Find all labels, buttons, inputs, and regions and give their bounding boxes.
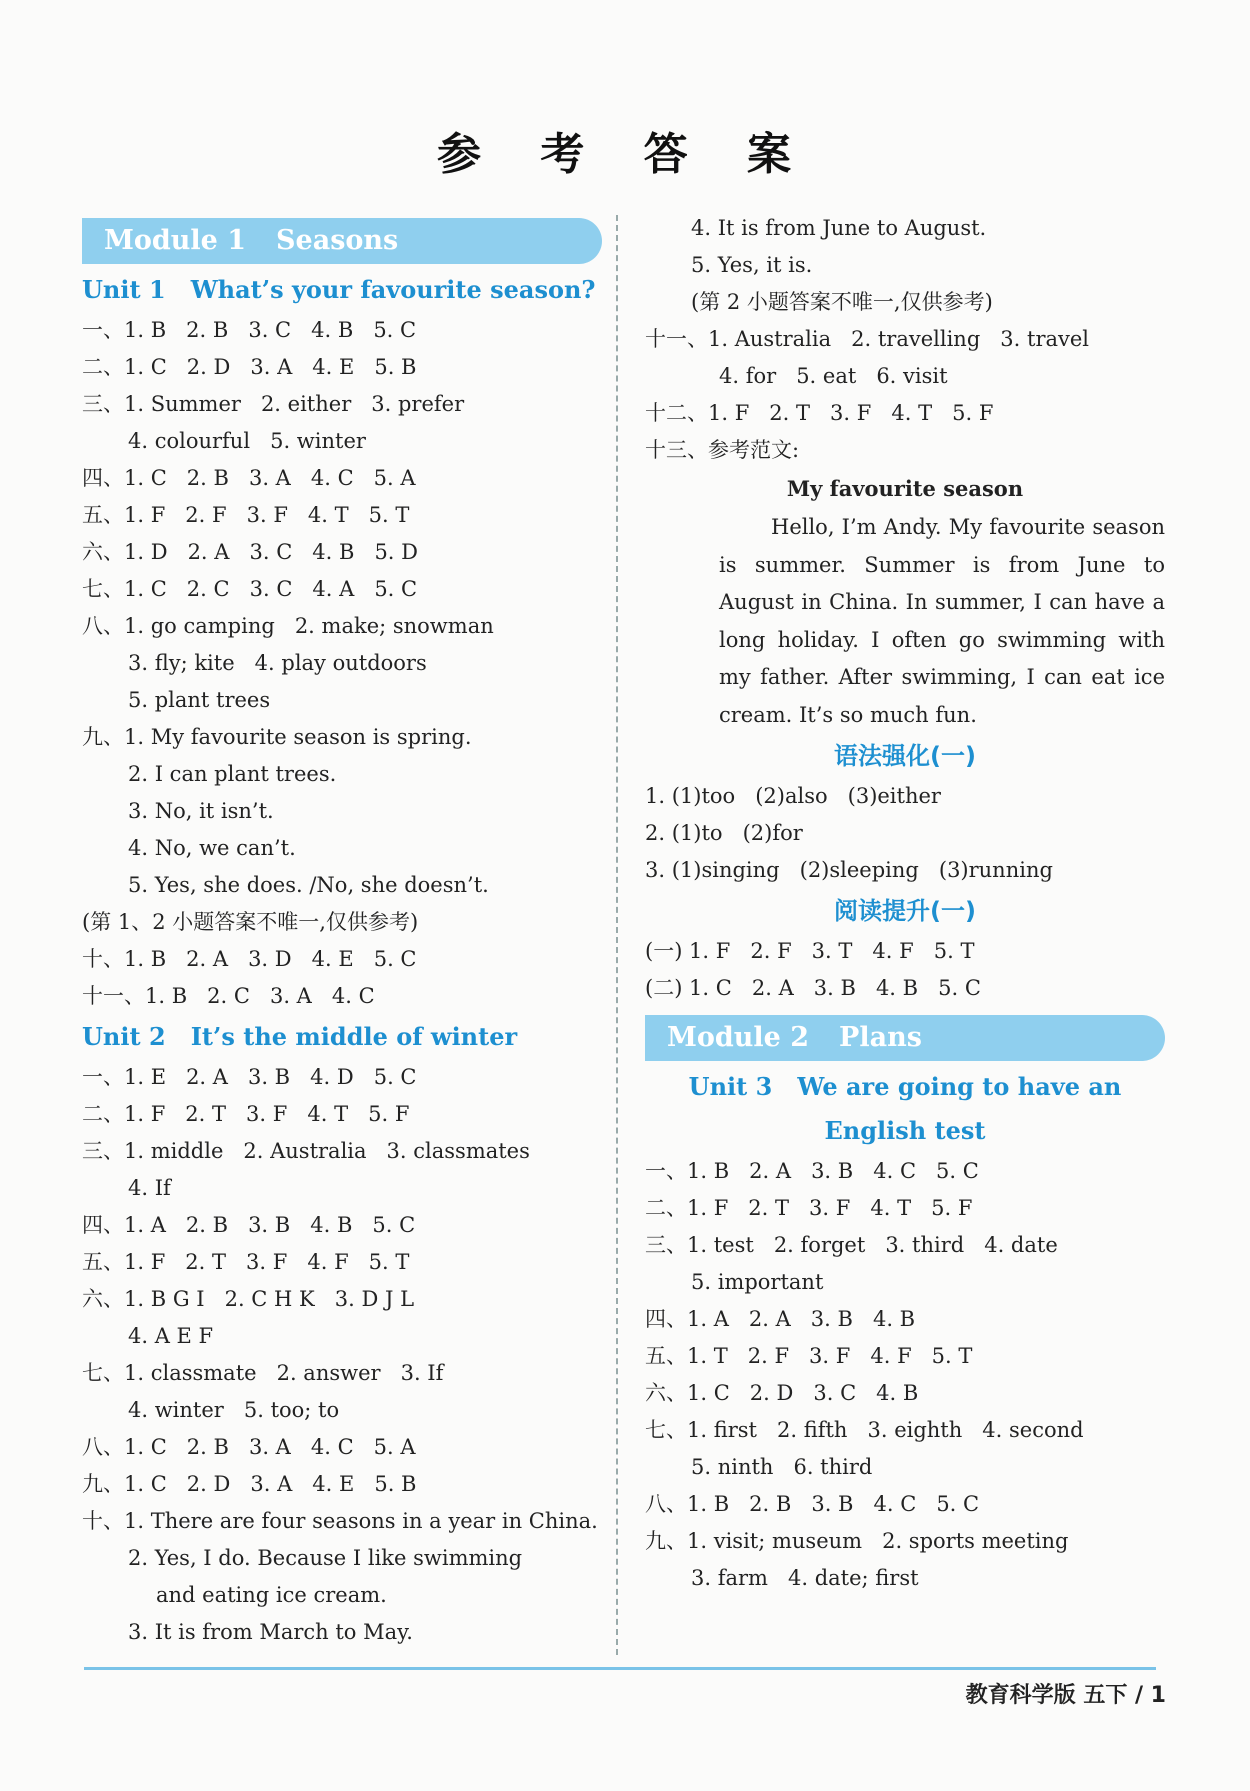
answer-row: 4. No, we can’t.: [128, 836, 296, 860]
answer-row: 三、1. Summer 2. either 3. prefer: [82, 392, 465, 416]
answer-row: 十一、1. Australia 2. travelling 3. travel: [645, 327, 1090, 351]
answer-row: 4. If: [128, 1176, 171, 1200]
answer-row: 九、1. C 2. D 3. A 4. E 5. B: [82, 1472, 417, 1496]
column-divider: [616, 215, 618, 1655]
essay-text: Hello, I’m Andy. My favourite season is summer. Summer is from June to August in China. In summer, I can have a long holiday. I often go swimming with my father. After swimming, I can eat ice cream. It’s so much fun.: [719, 515, 1165, 727]
module-number: Module 1: [104, 225, 247, 256]
answer-row: 3. (1)singing (2)sleeping (3)running: [645, 858, 1053, 882]
answer-row: 八、1. go camping 2. make; snowman: [82, 614, 494, 638]
answer-row: 五、1. F 2. F 3. F 4. T 5. T: [82, 503, 410, 527]
answer-row: 六、1. D 2. A 3. C 4. B 5. D: [82, 540, 418, 564]
answer-row: (第 1、2 小题答案不唯一,仅供参考): [82, 910, 419, 934]
answer-row: (一) 1. F 2. F 3. T 4. F 5. T: [645, 939, 975, 963]
answer-row: 四、1. A 2. A 3. B 4. B: [645, 1307, 916, 1331]
answer-row: 四、1. A 2. B 3. B 4. B 5. C: [82, 1213, 416, 1237]
answer-row: and eating ice cream.: [156, 1583, 387, 1607]
answer-row: (二) 1. C 2. A 3. B 4. B 5. C: [645, 976, 981, 1000]
answer-row: 2. I can plant trees.: [128, 762, 337, 786]
section-title: 语法强化(一): [834, 742, 976, 770]
answer-row: 八、1. B 2. B 3. B 4. C 5. C: [645, 1492, 980, 1516]
answer-row: 4. winter 5. too; to: [128, 1398, 340, 1422]
answer-row: 4. It is from June to August.: [691, 216, 987, 240]
answer-row: 3. farm 4. date; first: [691, 1566, 919, 1590]
module-banner: [645, 1015, 1165, 1061]
footer-rule: [84, 1667, 1156, 1670]
unit-title: Unit 1 What’s your favourite season?: [82, 275, 596, 304]
answer-row: 一、1. B 2. A 3. B 4. C 5. C: [645, 1159, 979, 1183]
answer-row: 十、1. B 2. A 3. D 4. E 5. C: [82, 947, 417, 971]
module-name: Seasons: [276, 225, 399, 256]
answer-row: 十二、1. F 2. T 3. F 4. T 5. F: [645, 401, 994, 425]
answer-row: 六、1. B G I 2. C H K 3. D J L: [82, 1287, 415, 1311]
answer-row: 3. It is from March to May.: [128, 1620, 413, 1644]
answer-row: 3. fly; kite 4. play outdoors: [128, 651, 427, 675]
answer-row: 十、1. There are four seasons in a year in China.: [82, 1509, 598, 1533]
answer-row: 3. No, it isn’t.: [128, 799, 274, 823]
answer-row: 三、1. test 2. forget 3. third 4. date: [645, 1233, 1058, 1257]
essay-title: My favourite season: [786, 476, 1024, 501]
answer-row: 三、1. middle 2. Australia 3. classmates: [82, 1139, 530, 1163]
answer-row: 5. Yes, she does. /No, she doesn’t.: [128, 873, 489, 897]
answer-row: 一、1. E 2. A 3. B 4. D 5. C: [82, 1065, 417, 1089]
answer-row: 五、1. T 2. F 3. F 4. F 5. T: [645, 1344, 973, 1368]
answer-row: 2. Yes, I do. Because I like swimming: [128, 1546, 523, 1570]
answer-row: 5. plant trees: [128, 688, 271, 712]
section-title: 阅读提升(一): [834, 897, 976, 925]
answer-row: 二、1. F 2. T 3. F 4. T 5. F: [82, 1102, 410, 1126]
module-number: Module 2: [667, 1022, 810, 1053]
module-banner: [82, 218, 602, 264]
answer-row: 二、1. F 2. T 3. F 4. T 5. F: [645, 1196, 973, 1220]
right-column: [645, 210, 1165, 1597]
answer-row: 二、1. C 2. D 3. A 4. E 5. B: [82, 355, 417, 379]
answer-row: 六、1. C 2. D 3. C 4. B: [645, 1381, 919, 1405]
answer-row: 5. Yes, it is.: [691, 253, 813, 277]
answer-row: 五、1. F 2. T 3. F 4. F 5. T: [82, 1250, 410, 1274]
answer-row: 十一、1. B 2. C 3. A 4. C: [82, 984, 375, 1008]
page-footer: 教育科学版 五下 / 1: [965, 1683, 1166, 1708]
answer-row: 八、1. C 2. B 3. A 4. C 5. A: [82, 1435, 416, 1459]
answer-row: 1. (1)too (2)also (3)either: [645, 784, 941, 808]
answer-row: (第 2 小题答案不唯一,仅供参考): [691, 290, 993, 314]
unit-title: Unit 3 We are going to have an: [688, 1072, 1122, 1101]
unit-title: English test: [824, 1116, 986, 1145]
answer-row: 七、1. first 2. fifth 3. eighth 4. second: [645, 1418, 1084, 1442]
answer-row: 4. colourful 5. winter: [128, 429, 366, 453]
answer-row: 4. A E F: [128, 1324, 214, 1348]
answer-row: 九、1. My favourite season is spring.: [82, 725, 472, 749]
page-title: 参 考 答 案: [437, 129, 813, 180]
answer-row: 5. ninth 6. third: [691, 1455, 873, 1479]
left-column: [82, 210, 602, 1651]
answer-row: 5. important: [691, 1270, 824, 1294]
answer-row: 四、1. C 2. B 3. A 4. C 5. A: [82, 466, 416, 490]
answer-row: 九、1. visit; museum 2. sports meeting: [645, 1529, 1069, 1553]
answer-row: 4. for 5. eat 6. visit: [719, 364, 948, 388]
answer-row: 一、1. B 2. B 3. C 4. B 5. C: [82, 318, 417, 342]
module-name: Plans: [839, 1022, 922, 1053]
unit-title: Unit 2 It’s the middle of winter: [82, 1022, 518, 1051]
answer-row: 2. (1)to (2)for: [645, 821, 803, 845]
answer-row: 十三、参考范文:: [645, 438, 800, 462]
answer-row: 七、1. C 2. C 3. C 4. A 5. C: [82, 577, 418, 601]
answer-row: 七、1. classmate 2. answer 3. If: [82, 1361, 444, 1385]
